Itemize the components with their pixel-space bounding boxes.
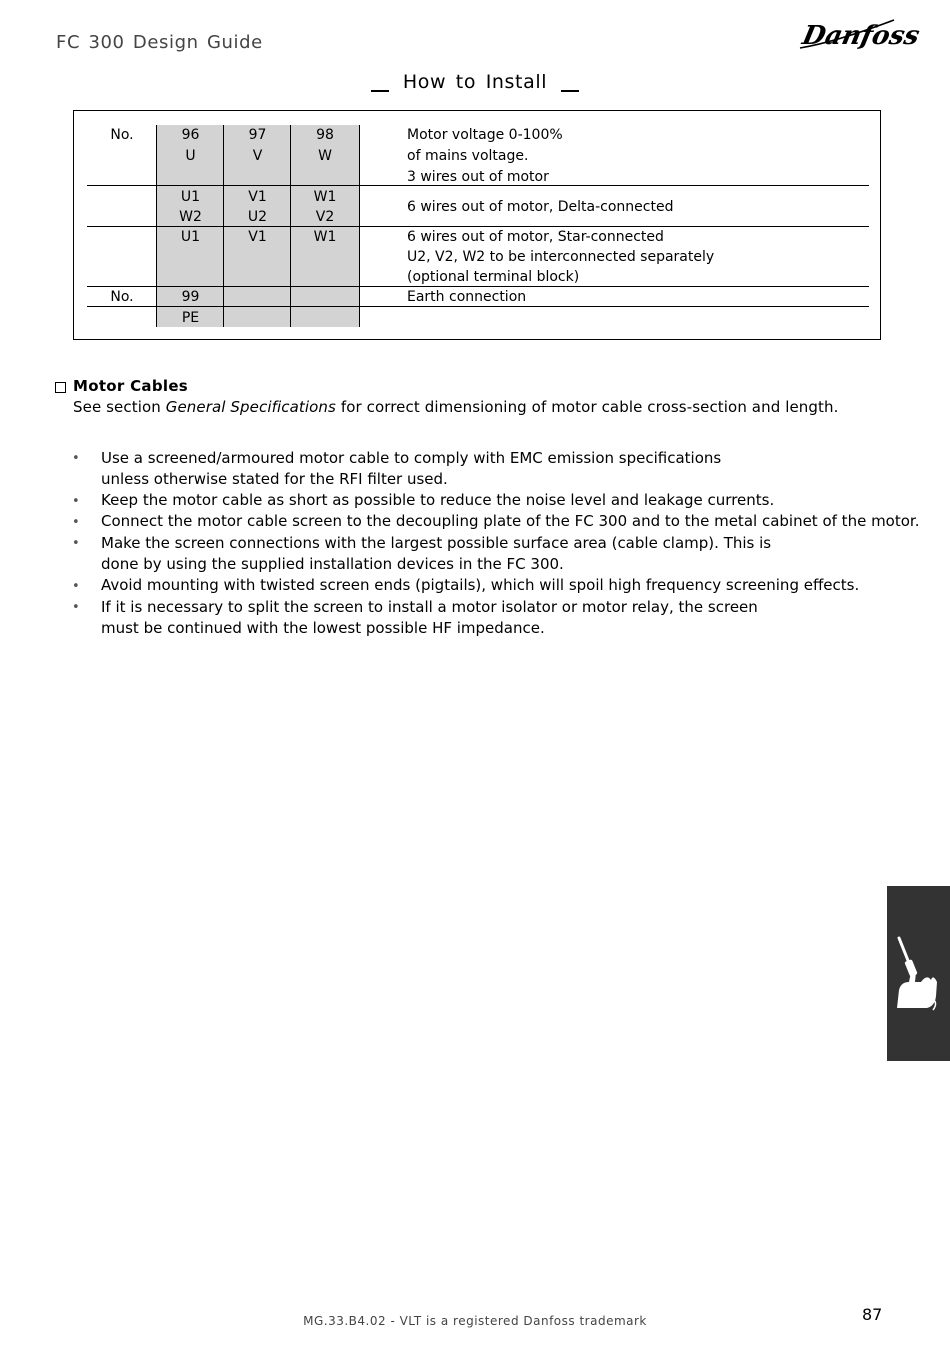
bullet-line: Make the screen connections with the largest possible surface area (cable clamp). This is xyxy=(101,534,772,552)
terminal-cell: 99 xyxy=(181,289,200,305)
bullet-icon: • xyxy=(72,600,80,615)
description-line: Motor voltage 0-100% xyxy=(407,127,563,143)
row-label: No. xyxy=(110,127,134,143)
chapter-side-tab xyxy=(887,886,950,1061)
description-line: of mains voltage. xyxy=(407,148,529,164)
bullet-icon: • xyxy=(72,451,80,466)
terminal-cell: 97 xyxy=(248,127,267,143)
general-specifications-reference: General Specifications xyxy=(165,398,336,416)
bullet-icon: • xyxy=(72,494,80,509)
intro-text: for correct dimensioning of motor cable cross-section and length. xyxy=(335,398,839,416)
page-number: 87 xyxy=(862,1305,883,1324)
bullet-icon: • xyxy=(72,515,80,530)
bullet-line: done by using the supplied installation devices in the FC 300. xyxy=(101,555,564,573)
terminal-cell: U xyxy=(185,148,196,164)
motor-cables-heading: Motor Cables xyxy=(73,377,189,395)
description-line: (optional terminal block) xyxy=(407,269,580,285)
bullet-line: Avoid mounting with twisted screen ends (pigtails), which will spoil high frequency screening effects. xyxy=(101,576,860,594)
bullet-line: If it is necessary to split the screen to install a motor isolator or motor relay, the screen xyxy=(101,598,758,616)
bullet-line: Keep the motor cable as short as possible to reduce the noise level and leakage currents. xyxy=(101,491,775,509)
terminal-cell: U2 xyxy=(247,209,268,225)
description-line: 6 wires out of motor, Delta-connected xyxy=(407,199,674,215)
terminal-cell: V2 xyxy=(315,209,335,225)
terminal-cell: W2 xyxy=(179,209,202,225)
hand-screwdriver-icon xyxy=(887,886,950,1061)
terminal-cell: W1 xyxy=(313,229,337,245)
terminal-cell: PE xyxy=(181,310,200,326)
terminal-cell: W1 xyxy=(313,189,337,205)
description-line: 3 wires out of motor xyxy=(407,169,549,185)
terminal-cell: U1 xyxy=(180,189,201,205)
danfoss-logo xyxy=(796,12,923,54)
svg-text:Danfoss: Danfoss xyxy=(799,20,923,51)
heading-dash-left xyxy=(371,90,389,92)
heading-dash-right xyxy=(561,90,579,92)
terminal-table xyxy=(73,110,881,340)
terminal-cell: U1 xyxy=(180,229,201,245)
bullet-icon: • xyxy=(72,579,80,594)
footer-text: MG.33.B4.02 - VLT is a registered Danfoss trademark xyxy=(303,1314,647,1328)
description-line: U2, V2, W2 to be interconnected separately xyxy=(407,249,715,265)
terminal-cell: W xyxy=(318,148,332,164)
intro-text: See section xyxy=(73,398,166,416)
terminal-cell: V1 xyxy=(248,189,267,205)
motor-cables-intro xyxy=(73,398,838,416)
document-title: FC 300 Design Guide xyxy=(56,32,263,53)
description-line: Earth connection xyxy=(407,289,527,305)
bullet-line: Use a screened/armoured motor cable to comply with EMC emission specifications xyxy=(101,449,722,467)
terminal-cell: 96 xyxy=(181,127,200,143)
section-heading xyxy=(0,71,950,93)
bullet-line: must be continued with the lowest possible HF impedance. xyxy=(101,619,545,637)
terminal-cell: 98 xyxy=(316,127,334,143)
bullet-line: unless otherwise stated for the RFI filter used. xyxy=(101,470,448,488)
terminal-cell: V1 xyxy=(248,229,267,245)
bullet-icon: • xyxy=(72,536,80,551)
section-checkbox-icon xyxy=(55,382,66,393)
description-line: 6 wires out of motor, Star-connected xyxy=(407,229,664,245)
terminal-cell: V xyxy=(252,148,263,164)
row-label: No. xyxy=(110,289,134,305)
section-heading-text: How to Install xyxy=(402,71,548,93)
bullet-line: Connect the motor cable screen to the decoupling plate of the FC 300 and to the metal cabinet of the motor. xyxy=(101,512,920,530)
